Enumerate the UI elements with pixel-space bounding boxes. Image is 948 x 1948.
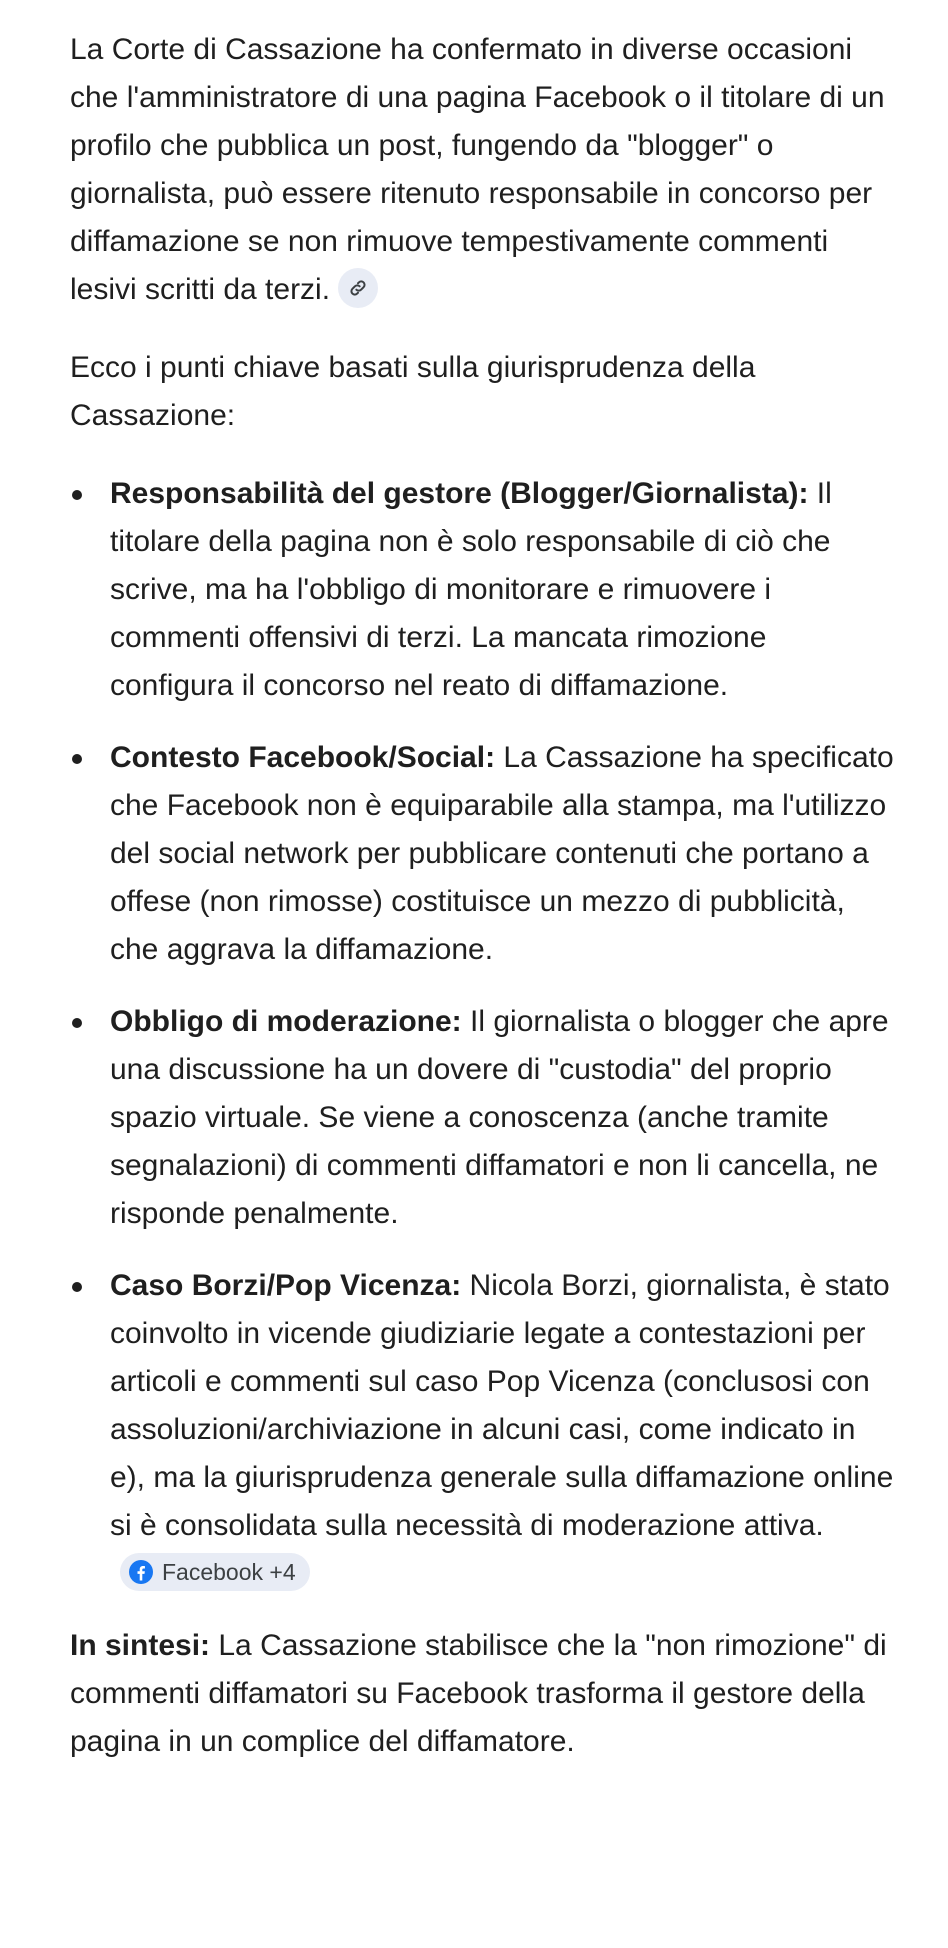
source-chip-label: Facebook +4: [162, 1559, 296, 1586]
source-chip[interactable]: [120, 1553, 310, 1591]
point-title: Obbligo di moderazione:: [110, 1005, 462, 1038]
point-title: Contesto Facebook/Social:: [110, 741, 496, 774]
point-text: Il giornalista o blogger che apre una discussione ha un dovere di "custodia" del proprio spazio virtuale. Se viene a conoscenza (anche tramite segnalazioni) di commenti diffamatori e non li cancella, ne risponde penalmente.: [110, 1005, 889, 1230]
point-text: Nicola Borzi, giornalista, è stato coinvolto in vicende giudiziarie legate a contestazioni per articoli e commenti sul caso Pop Vicenza (conclusosi con assoluzioni/archiviazione in alcuni casi, come indicato in e), ma la giurisprudenza generale sulla diffamazione online si è consolidata sulla necessità di moderazione attiva.: [110, 1269, 894, 1542]
intro-text: La Corte di Cassazione ha confermato in diverse occasioni che l'amministratore di una pagina Facebook o il titolare di un profilo che pubblica un post, fungendo da "blogger" o giornalista, può essere ritenuto responsabile in concorso per diffamazione se non rimuove tempestivamente commenti lesivi scritti da terzi.: [70, 33, 885, 306]
list-item: [70, 470, 898, 710]
facebook-icon: [128, 1559, 154, 1585]
key-points-list: [70, 470, 898, 1598]
list-item: [70, 1262, 898, 1598]
point-text: La Cassazione ha specificato che Facebook non è equiparabile alla stampa, ma l'utilizzo del social network per pubblicare contenuti che portano a offese (non rimosse) costituisce un mezzo di pubblicità, che aggrava la diffamazione.: [110, 741, 894, 966]
point-title: Responsabilità del gestore (Blogger/Giornalista):: [110, 477, 809, 510]
source-link-button[interactable]: [338, 268, 378, 308]
list-item: [70, 734, 898, 974]
lead-paragraph: Ecco i punti chiave basati sulla giurisprudenza della Cassazione:: [70, 351, 756, 432]
intro-paragraph: [70, 26, 898, 314]
summary-text: La Cassazione stabilisce che la "non rimozione" di commenti diffamatori su Facebook trasforma il gestore della pagina in un complice del diffamatore.: [70, 1629, 887, 1758]
point-title: Caso Borzi/Pop Vicenza:: [110, 1269, 462, 1302]
summary-paragraph: [70, 1622, 898, 1766]
link-icon: [348, 278, 368, 298]
list-item: [70, 998, 898, 1238]
summary-title: In sintesi:: [70, 1629, 211, 1662]
point-text: Il titolare della pagina non è solo responsabile di ciò che scrive, ma ha l'obbligo di monitorare e rimuovere i commenti offensivi di terzi. La mancata rimozione configura il concorso nel reato di diffamazione.: [110, 477, 832, 702]
